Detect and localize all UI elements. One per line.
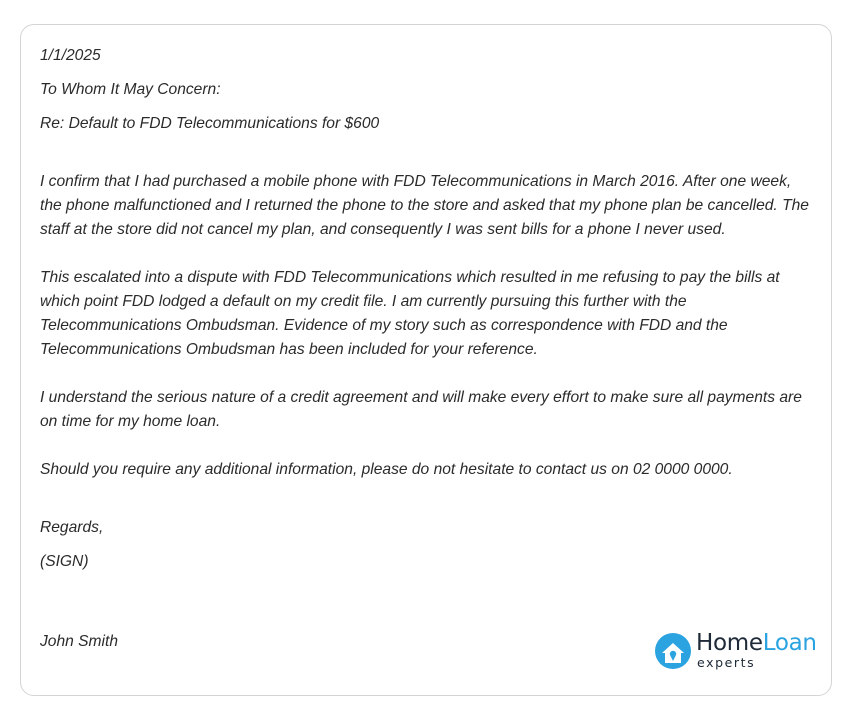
paragraph-line: Telecommunications Ombudsman has been included for your reference. — [40, 341, 538, 358]
letter-sender-name: John Smith — [40, 633, 119, 650]
letter-date: 1/1/2025 — [40, 47, 101, 64]
letter-signature: (SIGN) — [40, 553, 89, 570]
letter-salutation: To Whom It May Concern: — [40, 81, 221, 98]
logo-wordmark — [696, 630, 817, 656]
paragraph-line: which point FDD lodged a default on my credit file. I am currently pursuing this further with the — [40, 293, 687, 310]
logo-word-experts: experts — [697, 655, 756, 670]
homeloan-experts-logo — [653, 632, 823, 676]
logo-word-loan: Loan — [762, 630, 817, 656]
house-location-icon — [653, 632, 693, 672]
paragraph-line: the phone malfunctioned and I returned the phone to the store and asked that my phone plan be cancelled. The — [40, 197, 809, 214]
paragraph-line: I understand the serious nature of a credit agreement and will make every effort to make sure all payments are — [40, 389, 802, 406]
paragraph-line: I confirm that I had purchased a mobile phone with FDD Telecommunications in March 2016. After one week, — [40, 173, 792, 190]
paragraph-line: This escalated into a dispute with FDD Telecommunications which resulted in me refusing to pay the bills at — [40, 269, 780, 286]
paragraph-line: staff at the store did not cancel my plan, and consequently I was sent bills for a phone I never used. — [40, 221, 726, 238]
paragraph-line: on time for my home loan. — [40, 413, 221, 430]
logo-word-home: Home — [696, 630, 763, 656]
letter-subject: Re: Default to FDD Telecommunications for $600 — [40, 115, 380, 132]
paragraph-line: Telecommunications Ombudsman. Evidence of my story such as correspondence with FDD and the — [40, 317, 728, 334]
letter-closing: Regards, — [40, 519, 104, 536]
paragraph-line: Should you require any additional information, please do not hesitate to contact us on 02 0000 0000. — [40, 461, 733, 478]
